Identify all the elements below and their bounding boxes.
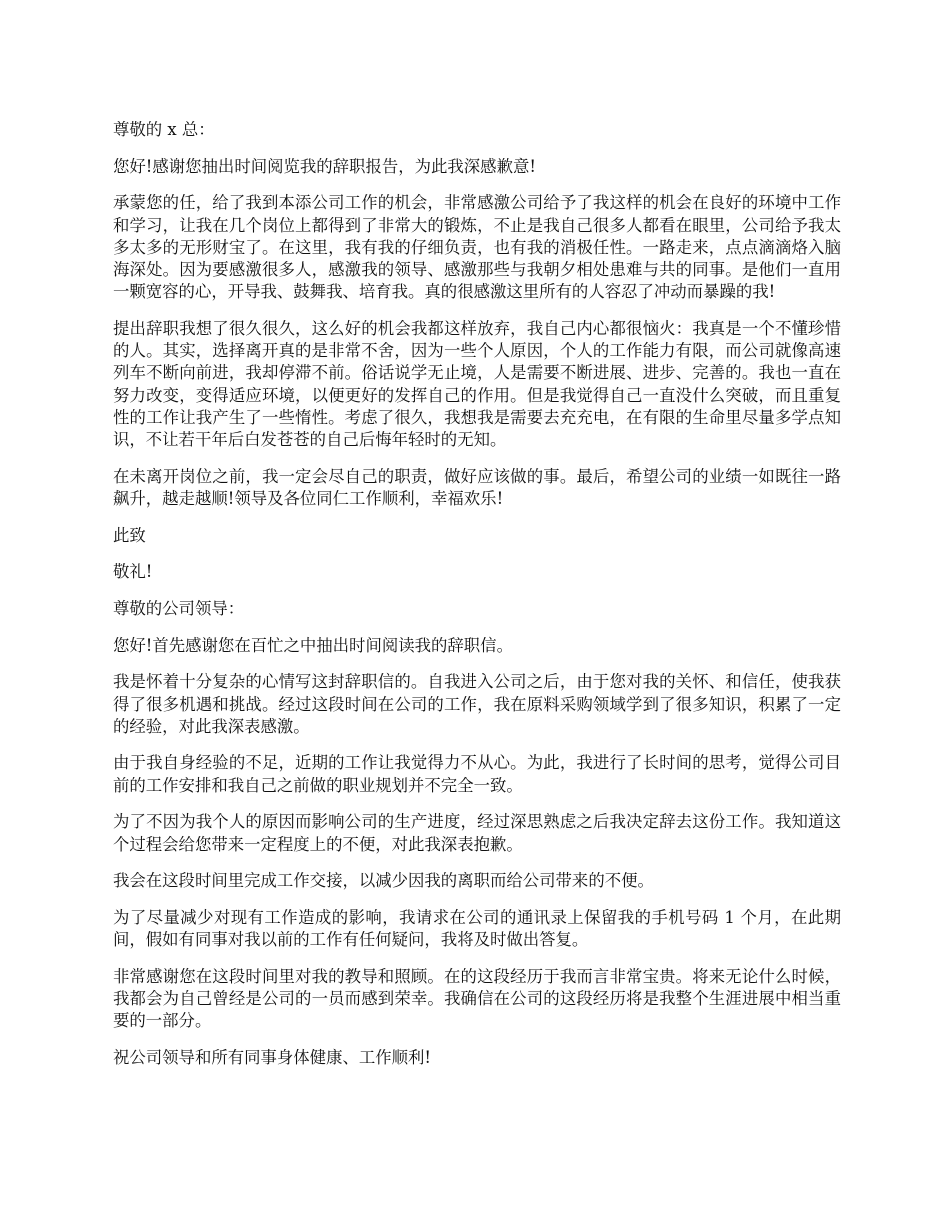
closing-wish: 祝公司领导和所有同事身体健康、工作顺利! bbox=[113, 1048, 432, 1067]
document-page bbox=[113, 119, 841, 1084]
body-paragraph-6: 为了不因为我个人的原因而影响公司的生产进度，经过深思熟虑之后我决定辞去这份工作。我知道这个过程会给您带来一定程度上的不便，对此我深表抱歉。 bbox=[113, 812, 841, 854]
body-paragraph-2: 提出辞职我想了很久很久，这么好的机会我都这样放弃，我自己内心都很恼火：我真是一个不懂珍惜的人。其实，选择离开真的是非常不舍，因为一些个人原因，个人的工作能力有限，而公司就像高速列车不断向前进，我却停滞不前。俗话说学无止境，人是需要不断进展、进步、完善的。我也一直在努力改变，变得适应环境，以便更好的发挥自己的作用。但是我觉得自己一直没什么突破，而且重复性的工作让我产生了一些惰性。考虑了很久，我想我是需要去充充电，在有限的生命里尽量多学点知识，不让若干年后白发苍苍的自己后悔年轻时的无知。 bbox=[113, 318, 841, 449]
body-paragraph-8: 为了尽量减少对现有工作造成的影响，我请求在公司的通讯录上保留我的手机号码 1 个月，在此期间，假如有同事对我以前的工作有任何疑问，我将及时做出答复。 bbox=[113, 907, 841, 950]
body-paragraph-4: 我是怀着十分复杂的心情写这封辞职信的。自我进入公司之后，由于您对我的关怀、和信任，使我获得了很多机遇和挑战。经过这段时间在公司的工作，我在原料采购领域学到了很多知识，积累了一定的经验，对此我深表感激。 bbox=[113, 672, 841, 736]
body-paragraph-9: 非常感谢您在这段时间里对我的教导和照顾。在的这段经历于我而言非常宝贵。将来无论什么时候，我都会为自己曾经是公司的一员而感到荣幸。我确信在公司的这段经历将是我整个生涯进展中相当重要的一部分。 bbox=[113, 966, 841, 1031]
salutation-2: 尊敬的公司领导： bbox=[113, 598, 245, 618]
greeting-1: 您好!感谢您抽出时间阅览我的辞职报告，为此我深感歉意! bbox=[113, 156, 536, 176]
body-paragraph-5: 由于我自身经验的不足，近期的工作让我觉得力不从心。为此，我进行了长时间的思考，觉得公司目前的工作安排和我自己之前做的职业规划并不完全一致。 bbox=[113, 753, 841, 795]
body-paragraph-7: 我会在这段时间里完成工作交接，以减少因我的离职而给公司带来的不便。 bbox=[113, 871, 654, 891]
greeting-2: 您好!首先感谢您在百忙之中抽出时间阅读我的辞职信。 bbox=[113, 635, 513, 655]
salutation-1: 尊敬的 x 总： bbox=[113, 120, 215, 139]
closing-salute: 敬礼! bbox=[113, 562, 153, 582]
body-paragraph-3: 在未离开岗位之前，我一定会尽自己的职责，做好应该做的事。最后，希望公司的业绩一如既往一路飙升，越走越顺!领导及各位同仁工作顺利，幸福欢乐! bbox=[113, 466, 841, 508]
closing-line: 此致 bbox=[113, 525, 146, 545]
body-paragraph-1: 承蒙您的任，给了我到本添公司工作的机会，非常感激公司给予了我这样的机会在良好的环境中工作和学习，让我在几个岗位上都得到了非常大的锻炼，不止是我自己很多人都看在眼里，公司给予我太多太多的无形财宝了。在这里，我有我的仔细负责，也有我的消极任性。一路走来，点点滴滴烙入脑海深处。因为要感激很多人，感激我的领导、感激那些与我朝夕相处患难与共的同事。是他们一直用一颗宽容的心，开导我、鼓舞我、培育我。真的很感激这里所有的人容忍了冲动而暴躁的我! bbox=[113, 193, 841, 302]
